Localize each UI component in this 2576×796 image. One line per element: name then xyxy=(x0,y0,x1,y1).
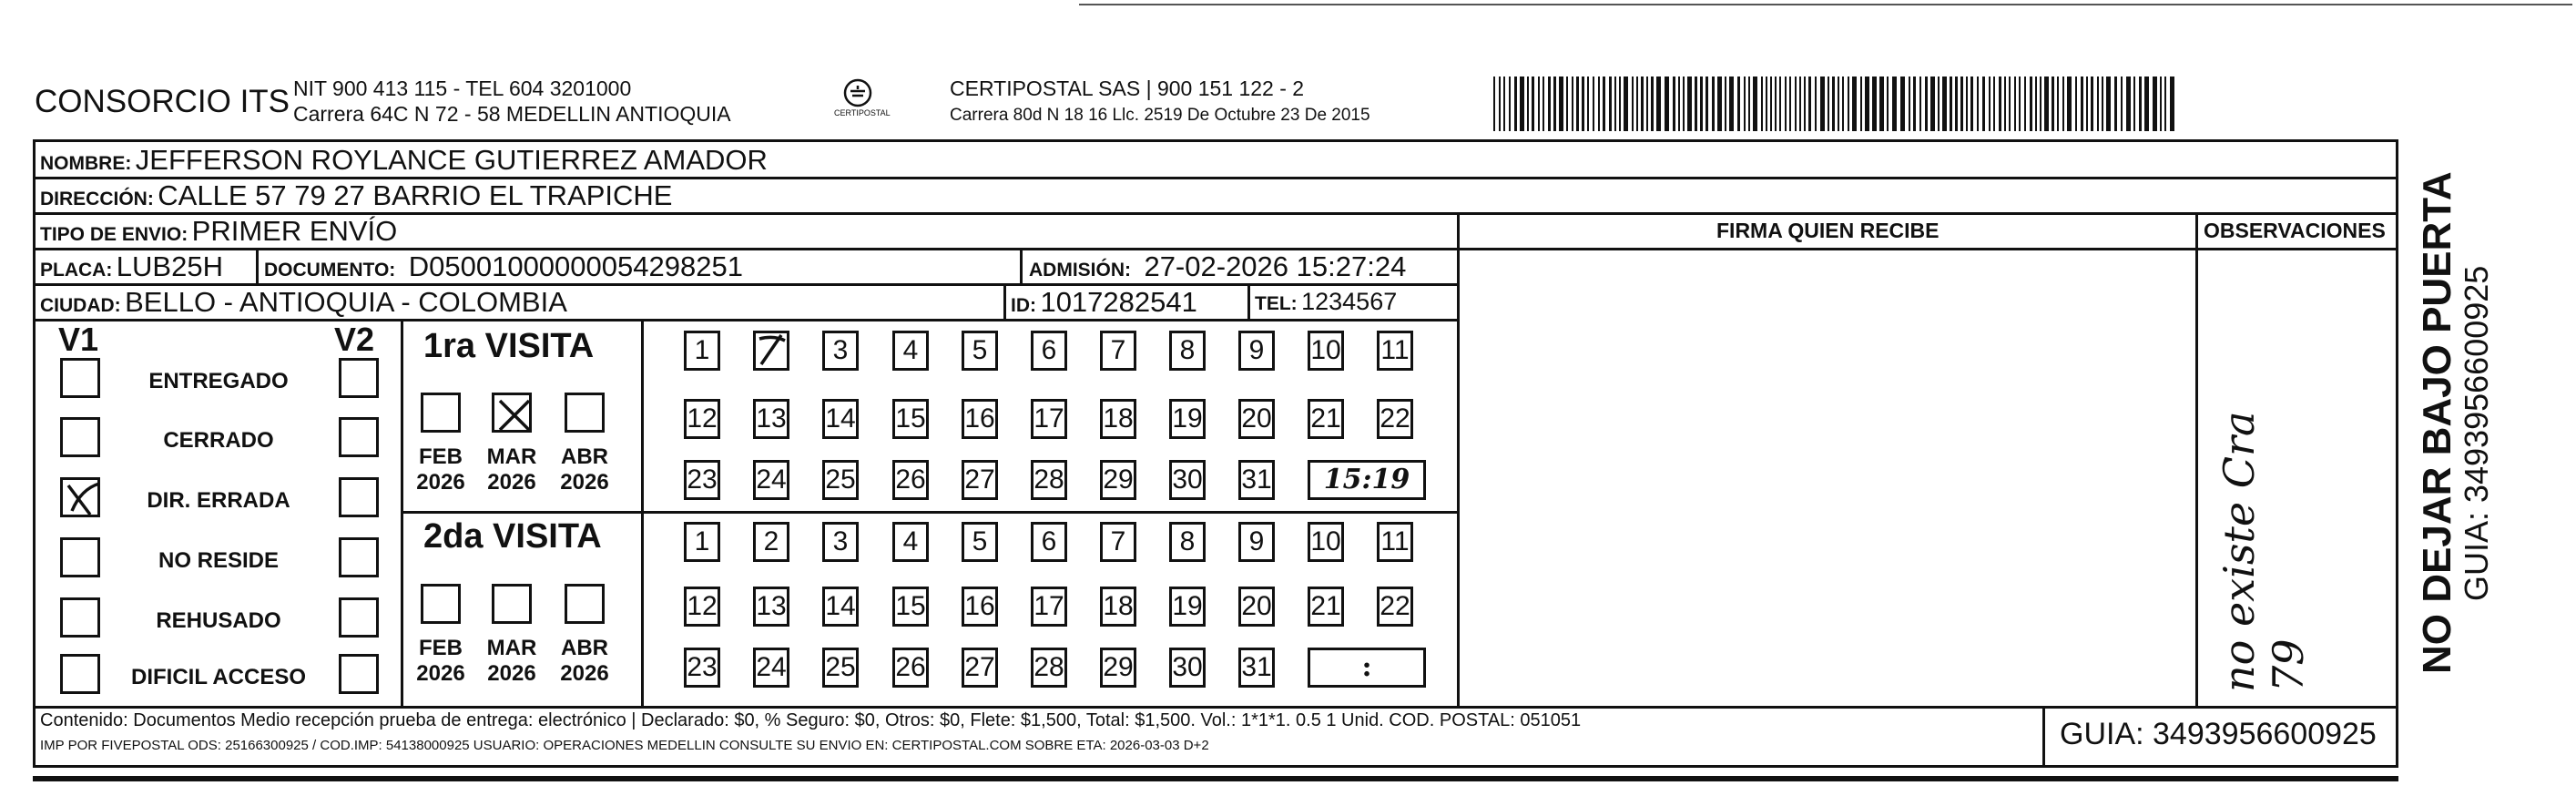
placa-label: PLACA: xyxy=(40,260,113,281)
tipo-label: TIPO DE ENVIO: xyxy=(40,224,188,245)
day-box[interactable]: 26 xyxy=(892,648,929,688)
month-checkbox-feb[interactable] xyxy=(421,393,461,433)
day-box[interactable]: 9 xyxy=(1238,331,1275,371)
row-line xyxy=(33,319,1459,321)
v1-checkbox[interactable] xyxy=(60,358,100,398)
day-box[interactable]: 12 xyxy=(684,399,720,439)
nit-line: NIT 900 413 115 - TEL 604 3201000 xyxy=(293,77,632,100)
footer-imp: IMP POR FIVEPOSTAL ODS: 25166300925 / COD.IMP: 54138000925 USUARIO: OPERACIONES MEDELLIN CONSULTE SU ENVIO EN: CERTIPOSTAL.COM SOBRE ETA: 2026-03-03 D+2 xyxy=(40,738,1209,753)
address-line: Carrera 64C N 72 - 58 MEDELLIN ANTIOQUIA xyxy=(293,102,731,126)
documento-label: DOCUMENTO: xyxy=(264,260,396,281)
day-box[interactable]: 21 xyxy=(1308,587,1344,627)
direccion-value: CALLE 57 79 27 BARRIO EL TRAPICHE xyxy=(158,179,673,211)
admision-label: ADMISIÓN: xyxy=(1029,260,1131,281)
day-box[interactable]: 18 xyxy=(1100,587,1136,627)
day-box[interactable]: 7 xyxy=(1100,522,1136,562)
certipostal-title: CERTIPOSTAL SAS | 900 151 122 - 2 xyxy=(950,77,1305,100)
v2-checkbox[interactable] xyxy=(339,654,379,694)
ciudad-label: CIUDAD: xyxy=(40,295,121,316)
day-box[interactable]: 28 xyxy=(1031,460,1067,500)
x-mark-icon xyxy=(494,395,535,435)
day-box[interactable]: 11 xyxy=(1377,331,1413,371)
visits-divider xyxy=(641,319,644,709)
nombre-field xyxy=(40,144,768,177)
logo-text: CERTIPOSTAL xyxy=(834,108,891,117)
frame-top xyxy=(33,139,2398,142)
month-label: FEB 2026 xyxy=(416,444,465,495)
admision-value: 27-02-2026 15:27:24 xyxy=(1144,250,1407,282)
month-label: MAR 2026 xyxy=(486,444,537,495)
day-box[interactable]: 21 xyxy=(1308,399,1344,439)
documento-value: D05001000000054298251 xyxy=(408,250,743,282)
ciudad-value: BELLO - ANTIOQUIA - COLOMBIA xyxy=(125,286,567,318)
day-box[interactable]: 13 xyxy=(753,587,789,627)
day-box[interactable]: 28 xyxy=(1031,648,1067,688)
day-box[interactable]: 26 xyxy=(892,460,929,500)
observation-note xyxy=(2215,392,2313,692)
side-guia: GUIA: 3493956600925 xyxy=(2458,265,2495,601)
day-box[interactable]: 23 xyxy=(684,460,720,500)
day-box[interactable]: 20 xyxy=(1238,399,1275,439)
nombre-label: NOMBRE: xyxy=(40,153,132,174)
direccion-field xyxy=(40,179,672,212)
day-box[interactable]: 31 xyxy=(1238,648,1275,688)
month-checkbox-abr[interactable] xyxy=(565,393,605,433)
v2-checkbox[interactable] xyxy=(339,537,379,577)
day-box[interactable]: 24 xyxy=(753,648,789,688)
second-visit-title: 2da VISITA xyxy=(423,517,602,556)
day-box[interactable]: 18 xyxy=(1100,399,1136,439)
status-label: DIR. ERRADA xyxy=(147,488,290,513)
day-box[interactable]: 8 xyxy=(1169,522,1206,562)
tel-label: TEL: xyxy=(1255,293,1298,314)
tipo-value: PRIMER ENVÍO xyxy=(191,215,398,247)
certipostal-logo xyxy=(830,75,891,122)
bottom-scan-line xyxy=(33,776,2398,781)
time-box[interactable]: 15:19 xyxy=(1308,460,1426,500)
v2-checkbox[interactable] xyxy=(339,417,379,457)
day-box[interactable]: 6 xyxy=(1031,522,1067,562)
day-box[interactable]: 23 xyxy=(684,648,720,688)
id-field xyxy=(1011,286,1197,319)
day-box[interactable] xyxy=(753,331,789,371)
day-box[interactable]: 5 xyxy=(962,522,998,562)
day-box[interactable]: 25 xyxy=(822,460,859,500)
v1-header: V1 xyxy=(58,321,99,358)
day-box[interactable]: 3 xyxy=(822,331,859,371)
day-box[interactable]: 14 xyxy=(822,587,859,627)
side-warning: NO DEJAR BAJO PUERTA xyxy=(2415,171,2459,674)
day-box[interactable]: 16 xyxy=(962,587,998,627)
v1-checkbox[interactable] xyxy=(60,597,100,638)
tel-divider xyxy=(1247,283,1250,319)
v1-checkbox[interactable] xyxy=(60,537,100,577)
v2-header: V2 xyxy=(334,321,375,358)
col-firma-left xyxy=(1457,212,1460,709)
day-box[interactable]: 14 xyxy=(822,399,859,439)
time-box[interactable]: : xyxy=(1308,648,1426,688)
documento-field xyxy=(264,250,743,283)
v2-checkbox[interactable] xyxy=(339,477,379,517)
placa-value: LUB25H xyxy=(116,250,223,282)
v2-checkbox[interactable] xyxy=(339,597,379,638)
tipo-field xyxy=(40,215,397,248)
direccion-label: DIRECCIÓN: xyxy=(40,189,154,209)
day-box[interactable]: 10 xyxy=(1308,522,1344,562)
day-box[interactable]: 8 xyxy=(1169,331,1206,371)
status-divider xyxy=(401,319,403,709)
id-value: 1017282541 xyxy=(1040,286,1197,318)
day-box[interactable]: 25 xyxy=(822,648,859,688)
firma-header: FIRMA QUIEN RECIBE xyxy=(1716,219,1940,242)
admision-field xyxy=(1029,250,1406,283)
month-label: MAR 2026 xyxy=(486,636,537,686)
status-label: ENTREGADO xyxy=(148,369,289,393)
tel-field xyxy=(1255,288,1397,316)
admision-divider xyxy=(1020,248,1023,283)
day-box[interactable]: 13 xyxy=(753,399,789,439)
day-box[interactable]: 10 xyxy=(1308,331,1344,371)
tel-value: 1234567 xyxy=(1301,288,1398,315)
company-name: CONSORCIO ITS xyxy=(35,84,290,119)
day-box[interactable]: 30 xyxy=(1169,460,1206,500)
observation-note-text: no existe Cra 79 xyxy=(2215,411,2313,692)
scan-edge-top xyxy=(1079,4,2572,5)
day-box[interactable]: 1 xyxy=(684,331,720,371)
obs-header-line xyxy=(1457,248,2398,250)
day-box[interactable]: 5 xyxy=(962,331,998,371)
day-box[interactable]: 16 xyxy=(962,399,998,439)
day-box[interactable]: 4 xyxy=(892,522,929,562)
footer-contents: Contenido: Documentos Medio recepción prueba de entrega: electrónico | Declarado: $0, % Seguro: $0, Otros: $0, Flete: $1,500, Total: $1,500. Vol.: 1*1*1. 0.5 1 Unid. COD. POSTAL: 051051 xyxy=(40,710,1582,730)
certipostal-address: Carrera 80d N 18 16 Llc. 2519 De Octubre 23 De 2015 xyxy=(950,106,1370,125)
month-checkbox-feb[interactable] xyxy=(421,584,461,624)
month-label: ABR 2026 xyxy=(560,444,609,495)
day-box[interactable]: 9 xyxy=(1238,522,1275,562)
observaciones-header: OBSERVACIONES xyxy=(2204,219,2386,242)
guia-divider xyxy=(2042,706,2045,768)
nombre-value: JEFFERSON ROYLANCE GUTIERREZ AMADOR xyxy=(135,144,768,176)
day-box[interactable]: 29 xyxy=(1100,648,1136,688)
day-box[interactable]: 20 xyxy=(1238,587,1275,627)
day-box[interactable]: 22 xyxy=(1377,587,1413,627)
v1-checkbox[interactable] xyxy=(60,477,100,517)
day-box[interactable]: 3 xyxy=(822,522,859,562)
day-box[interactable]: 6 xyxy=(1031,331,1067,371)
day-box[interactable]: 12 xyxy=(684,587,720,627)
day-box[interactable]: 24 xyxy=(753,460,789,500)
barcode xyxy=(1493,77,2176,131)
id-label: ID: xyxy=(1011,295,1036,316)
day-box[interactable]: 11 xyxy=(1377,522,1413,562)
month-label: ABR 2026 xyxy=(560,636,609,686)
day-box[interactable]: 7 xyxy=(1100,331,1136,371)
day-box[interactable]: 15 xyxy=(892,587,929,627)
day-box[interactable]: 31 xyxy=(1238,460,1275,500)
id-divider xyxy=(1003,283,1006,319)
day-box[interactable]: 17 xyxy=(1031,587,1067,627)
v2-checkbox[interactable] xyxy=(339,358,379,398)
status-label: CERRADO xyxy=(163,428,274,453)
day-box[interactable]: 17 xyxy=(1031,399,1067,439)
first-visit-title: 1ra VISITA xyxy=(423,327,595,365)
month-checkbox-abr[interactable] xyxy=(565,584,605,624)
placa-field xyxy=(40,250,223,283)
day-box[interactable]: 30 xyxy=(1169,648,1206,688)
day-box[interactable]: 15 xyxy=(892,399,929,439)
ciudad-field xyxy=(40,286,567,319)
frame-left xyxy=(33,139,36,768)
day-box[interactable]: 29 xyxy=(1100,460,1136,500)
day-box[interactable]: 19 xyxy=(1169,587,1206,627)
day-box[interactable]: 1 xyxy=(684,522,720,562)
day-box[interactable]: 2 xyxy=(753,522,789,562)
v1-checkbox[interactable] xyxy=(60,654,100,694)
footer-guia: GUIA: 3493956600925 xyxy=(2060,717,2377,751)
x-mark-icon xyxy=(754,332,790,368)
v1-checkbox[interactable] xyxy=(60,417,100,457)
day-box[interactable]: 22 xyxy=(1377,399,1413,439)
check-mark-icon xyxy=(63,480,103,520)
placa-divider xyxy=(256,248,259,283)
month-checkbox-mar[interactable] xyxy=(492,393,532,433)
day-box[interactable]: 27 xyxy=(962,648,998,688)
day-box[interactable]: 4 xyxy=(892,331,929,371)
frame-right xyxy=(2396,139,2398,768)
day-box[interactable]: 19 xyxy=(1169,399,1206,439)
status-label: DIFICIL ACCESO xyxy=(130,665,306,689)
status-label: REHUSADO xyxy=(156,608,281,633)
col-obs-left xyxy=(2195,212,2198,709)
visits-mid-line xyxy=(401,511,1460,514)
status-label: NO RESIDE xyxy=(158,548,280,573)
day-box[interactable]: 27 xyxy=(962,460,998,500)
month-checkbox-mar[interactable] xyxy=(492,584,532,624)
month-label: FEB 2026 xyxy=(416,636,465,686)
